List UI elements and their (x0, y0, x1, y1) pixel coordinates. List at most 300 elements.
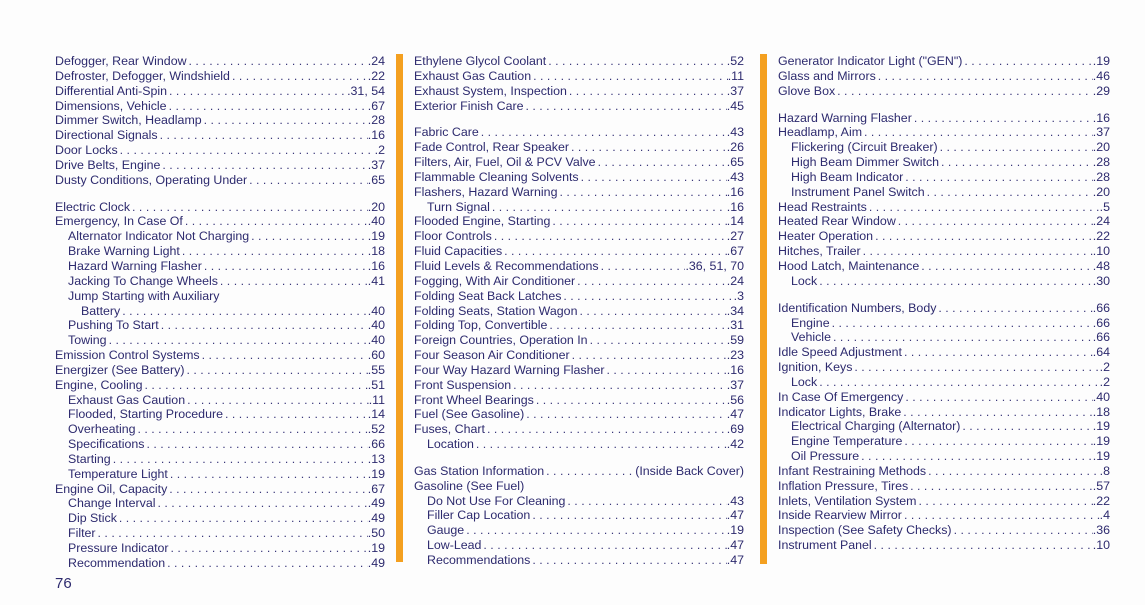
dot-leader (130, 200, 368, 215)
dot-leader (570, 348, 727, 363)
index-entry (778, 155, 1110, 170)
dot-leader (565, 494, 726, 509)
page-number: 76 (55, 575, 72, 592)
index-entry-page: .20 (1092, 184, 1110, 199)
index-entry-label: Gasoline (See Fuel) (414, 478, 525, 493)
dot-leader (492, 229, 727, 244)
index-entry (778, 54, 1110, 69)
index-entry-page: .65 (367, 172, 385, 187)
dot-leader (817, 375, 1099, 390)
index-entry (55, 541, 385, 556)
index-entry-label: Filler Cap Location (427, 508, 531, 523)
index-entry-label: Glass and Mirrors (778, 68, 876, 83)
dot-leader (202, 259, 368, 274)
index-entry-label: Engine, Cooling (55, 377, 143, 392)
index-entry-label: Brake Warning Light (68, 244, 180, 259)
dot-leader (485, 422, 727, 437)
index-entry-label: Battery (81, 303, 121, 318)
index-entry (778, 84, 1110, 99)
index-entry-label: Indicator Lights, Brake (778, 404, 902, 419)
index-entry (778, 419, 1110, 434)
index-entry-label: Alternator Indicator Not Charging (68, 229, 250, 244)
index-entry-page: .43 (726, 493, 744, 508)
index-entry-label: Filter (68, 526, 96, 541)
index-entry (778, 449, 1110, 464)
index-entry (55, 333, 385, 348)
index-entry (414, 54, 744, 69)
index-entry (414, 274, 744, 289)
index-entry (778, 523, 1110, 538)
index-entry-label: Four Season Air Conditioner (414, 348, 570, 363)
dot-leader (862, 125, 1093, 140)
index-entry-label: Inflation Pressure, Tires (778, 478, 909, 493)
index-entry (414, 553, 744, 568)
dot-leader (490, 200, 727, 215)
index-entry (55, 69, 385, 84)
index-entry (778, 316, 1110, 331)
dot-leader (180, 244, 368, 259)
index-entry-page: .43 (726, 125, 744, 140)
index-entry (55, 407, 385, 422)
index-entry-label: Specifications (68, 437, 145, 452)
index-entry-label: Instrument Panel Switch (791, 184, 925, 199)
index-entry-label: Engine Temperature (791, 434, 903, 449)
index-entry (778, 259, 1110, 274)
dot-leader (481, 538, 726, 553)
dot-leader (830, 316, 1093, 331)
index-entry-page: .47 (726, 553, 744, 567)
index-entry-label: Jump Starting with Auxiliary (68, 288, 220, 303)
index-entry-page: .10 (1092, 538, 1110, 553)
index-entry-page: .16 (367, 128, 385, 143)
index-entry (778, 479, 1110, 494)
dot-leader (960, 419, 1092, 434)
dot-leader (118, 143, 375, 158)
index-entry-page: .28 (1092, 169, 1110, 184)
dot-leader (577, 304, 726, 319)
dot-leader (120, 304, 368, 319)
index-entry (414, 259, 744, 274)
index-entry-label: Fuel (See Gasoline) (414, 407, 525, 422)
dot-leader (912, 111, 1093, 126)
index-entry (55, 128, 385, 143)
dot-leader (169, 541, 368, 556)
index-entry-page: .24 (367, 54, 385, 68)
dot-leader (155, 496, 367, 511)
dot-leader (218, 274, 368, 289)
index-entry (414, 407, 744, 422)
index-entry (778, 375, 1110, 390)
index-entry-page: .69 (726, 422, 744, 437)
index-entry-label: Lock (791, 374, 818, 389)
index-entry-label: Exhaust System, Inspection (414, 83, 567, 98)
index-entry (414, 464, 744, 479)
index-entry-label: Folding Seats, Station Wagon (414, 303, 578, 318)
dot-leader (187, 54, 368, 69)
index-entry-label: Front Suspension (414, 377, 512, 392)
dot-leader (249, 229, 368, 244)
index-entry-page: .36, 51, 70 (685, 258, 744, 273)
index-entry-label: Engine (791, 315, 830, 330)
dot-leader (167, 99, 368, 114)
index-entry (414, 244, 744, 259)
index-entry-page: .19 (1092, 434, 1110, 449)
index-entry-label: Flammable Cleaning Solvents (414, 169, 579, 184)
section-gap (778, 99, 1110, 111)
index-entry (778, 170, 1110, 185)
index-entry-label: Towing (68, 333, 107, 348)
index-entry-label: Filters, Air, Fuel, Oil & PCV Valve (414, 155, 596, 170)
dot-leader (183, 214, 368, 229)
index-entry (778, 301, 1110, 316)
index-entry (55, 173, 385, 188)
index-entry-page: .37 (367, 157, 385, 172)
index-entry (414, 140, 744, 155)
index-entry (414, 318, 744, 333)
index-entry-label: Fluid Capacities (414, 244, 503, 259)
index-entry-page: .18 (1092, 404, 1110, 419)
index-entry-page: .37 (1092, 125, 1110, 140)
index-entry-label: Defogger, Rear Window (55, 54, 187, 68)
index-entry-label: Infant Restraining Methods (778, 463, 927, 478)
index-entry-page: .22 (1092, 229, 1110, 244)
dot-leader (464, 523, 727, 538)
dot-leader (158, 128, 368, 143)
index-entry (55, 363, 385, 378)
index-entry-page: .3 (733, 288, 744, 303)
index-entry-label: Floor Controls (414, 229, 492, 244)
dot-leader (596, 155, 727, 170)
index-entry-label: Electrical Charging (Alternator) (791, 419, 961, 434)
index-entry (778, 405, 1110, 420)
dot-leader (159, 318, 368, 333)
column-divider-bar-2 (760, 54, 767, 564)
index-entry (55, 348, 385, 363)
dot-leader (96, 526, 368, 541)
index-entry (778, 125, 1110, 140)
index-entry-page: .43 (726, 169, 744, 184)
index-entry-page: .31 (726, 318, 744, 333)
index-entry-label: Inside Rearview Mirror (778, 508, 902, 523)
dot-leader (817, 274, 1093, 289)
index-entry-label: Dimensions, Vehicle (55, 98, 167, 113)
index-entry-page: .11 (368, 392, 385, 407)
section-gap (414, 113, 744, 125)
index-entry-page: .41 (367, 273, 385, 288)
index-entry-page: .67 (367, 481, 385, 496)
index-entry-label: Change Interval (68, 496, 156, 511)
index-entry-page: .66 (367, 437, 385, 452)
index-entry-page: .19 (726, 523, 744, 538)
index-entry (778, 111, 1110, 126)
index-entry-label: Emergency, In Case Of (55, 214, 183, 229)
index-entry-page: .51 (367, 377, 385, 392)
index-entry-label: Flooded Engine, Starting (414, 214, 551, 229)
section-gap (778, 289, 1110, 301)
index-entry-page: .5 (1099, 199, 1110, 214)
index-entry (414, 155, 744, 170)
index-entry (414, 363, 744, 378)
dot-leader (938, 140, 1093, 155)
index-entry-label: Ignition, Keys (778, 360, 853, 375)
dot-leader (185, 393, 369, 408)
dot-leader (962, 54, 1092, 69)
dot-leader (550, 214, 726, 229)
index-entry (55, 289, 385, 304)
dot-leader (873, 229, 1093, 244)
index-entry-page: .8 (1099, 463, 1110, 478)
index-entry-page: .30 (1092, 273, 1110, 288)
index-entry-page: .2 (1099, 360, 1110, 375)
index-entry-page: .59 (726, 333, 744, 348)
index-entry-page: .47 (726, 538, 744, 553)
index-entry-label: Heater Operation (778, 229, 874, 244)
index-entry-label: Four Way Hazard Warning Flasher (414, 362, 605, 377)
index-entry (414, 289, 744, 304)
index-entry-label: Inspection (See Safety Checks) (778, 523, 952, 538)
index-entry-label: Energizer (See Battery) (55, 362, 185, 377)
index-column-2 (414, 54, 744, 568)
dot-leader (835, 84, 1093, 99)
index-entry-page: .60 (367, 348, 385, 363)
index-entry (778, 464, 1110, 479)
index-entry-label: Exhaust Gas Caution (414, 68, 532, 83)
index-entry-label: Dip Stick (68, 511, 117, 526)
index-entry (55, 304, 385, 319)
index-entry-page: .19 (367, 541, 385, 555)
index-entry-page: .49 (367, 511, 385, 526)
dot-leader (852, 360, 1099, 375)
dot-leader (903, 390, 1092, 405)
index-entry-label: Fabric Care (414, 125, 479, 140)
dot-leader (107, 333, 368, 348)
index-entry (55, 158, 385, 173)
index-entry-label: Jacking To Change Wheels (68, 273, 218, 288)
index-entry (55, 452, 385, 467)
index-entry (778, 185, 1110, 200)
dot-leader (479, 125, 727, 140)
index-entry-page: .31, 54 (347, 83, 385, 98)
index-entry-page: .49 (367, 555, 385, 570)
index-entry (55, 54, 385, 69)
index-entry-label: Gauge (427, 523, 465, 538)
index-entry (414, 69, 744, 84)
index-entry (778, 494, 1110, 509)
index-column-3 (778, 54, 1110, 553)
index-entry (55, 214, 385, 229)
dot-leader (902, 508, 1100, 523)
index-entry-label: Fuses, Chart (414, 422, 485, 437)
index-entry-page: .37 (726, 377, 744, 392)
dot-leader (502, 244, 727, 259)
index-entry-label: Low-Lead (427, 538, 482, 553)
index-entry (778, 200, 1110, 215)
index-entry-label: Recommendations (427, 553, 531, 567)
index-entry-label: Vehicle (791, 330, 831, 345)
index-entry-page: .56 (726, 392, 744, 407)
dot-leader (557, 185, 726, 200)
index-entry-label: Headlamp, Aim (778, 125, 863, 140)
index-entry-label: Fade Control, Rear Speaker (414, 140, 569, 155)
index-entry (414, 229, 744, 244)
index-entry (55, 318, 385, 333)
dot-leader (200, 348, 368, 363)
index-entry-page: .42 (726, 437, 744, 452)
index-entry-page: .48 (1092, 258, 1110, 273)
index-entry (778, 538, 1110, 553)
index-entry (778, 360, 1110, 375)
index-entry-label: Exterior Finish Care (414, 98, 524, 113)
index-entry-label: Temperature Light (68, 466, 168, 481)
index-entry-label: Gas Station Information (414, 463, 545, 478)
index-entry-label: Starting (68, 451, 111, 466)
index-entry (55, 143, 385, 158)
index-entry (414, 99, 744, 114)
dot-leader (230, 69, 368, 84)
index-entry (414, 508, 744, 523)
index-entry (55, 244, 385, 259)
dot-leader (223, 407, 368, 422)
index-entry-page: .67 (367, 98, 385, 113)
dot-leader (902, 345, 1093, 360)
index-entry (778, 229, 1110, 244)
index-entry-label: Fluid Levels & Recommendations (414, 258, 599, 273)
dot-leader (247, 173, 368, 188)
index-entry-page: .24 (1092, 214, 1110, 229)
index-entry-page: .19 (1092, 54, 1110, 68)
index-entry (55, 467, 385, 482)
index-entry-page: .50 (367, 526, 385, 541)
index-entry-page: .10 (1092, 244, 1110, 259)
dot-leader (588, 333, 727, 348)
index-entry-page: .52 (367, 422, 385, 437)
dot-leader (530, 553, 726, 568)
index-entry-page: .27 (726, 229, 744, 244)
index-entry-page: .24 (726, 273, 744, 288)
dot-leader (160, 158, 367, 173)
dot-leader (831, 330, 1093, 345)
index-entry (55, 229, 385, 244)
dot-leader (575, 274, 727, 289)
dot-leader (567, 84, 727, 99)
index-entry-page: .65 (726, 155, 744, 170)
dot-leader (511, 378, 727, 393)
index-entry-label: Hazard Warning Flasher (68, 258, 202, 273)
index-entry-page: .26 (726, 140, 744, 155)
index-entry (414, 422, 744, 437)
dot-leader (902, 434, 1092, 449)
index-entry-label: Flooded, Starting Procedure (68, 407, 223, 422)
dot-leader (167, 84, 347, 99)
dot-leader (936, 301, 1092, 316)
dot-leader (599, 259, 686, 274)
index-entry-page: .49 (367, 496, 385, 511)
dot-leader (569, 140, 727, 155)
index-entry-page: .40 (367, 214, 385, 229)
dot-leader (544, 464, 635, 479)
index-entry-label: Generator Indicator Light ("GEN") (778, 54, 963, 68)
index-entry-page: .55 (367, 362, 385, 377)
index-entry-label: Differential Anti-Spin (55, 83, 168, 98)
index-entry (414, 494, 744, 509)
index-entry-label: Dusty Conditions, Operating Under (55, 172, 248, 187)
index-entry-page: .40 (367, 303, 385, 318)
index-entry-label: Folding Seat Back Latches (414, 288, 562, 303)
index-entry-page: .40 (1092, 389, 1110, 404)
index-entry-page: .28 (367, 113, 385, 128)
index-entry (414, 84, 744, 99)
dot-leader (876, 69, 1093, 84)
index-entry-label: Idle Speed Adjustment (778, 345, 902, 360)
index-entry-label: Hitches, Trailer (778, 244, 861, 259)
index-entry-page: .52 (726, 54, 744, 68)
dot-leader (202, 113, 368, 128)
dot-leader (561, 289, 733, 304)
index-entry-page: .13 (367, 451, 385, 466)
dot-leader (916, 494, 1092, 509)
index-entry (778, 69, 1110, 84)
index-entry-page: (Inside Back Cover) (635, 463, 744, 478)
index-entry (778, 274, 1110, 289)
dot-leader (925, 185, 1093, 200)
index-entry (778, 140, 1110, 155)
index-entry-label: Identification Numbers, Body (778, 300, 937, 315)
index-entry (414, 393, 744, 408)
dot-leader (474, 437, 727, 452)
dot-leader (184, 363, 367, 378)
index-entry (55, 393, 385, 408)
dot-leader (136, 422, 368, 437)
index-entry-label: Overheating (68, 422, 136, 437)
index-entry-label: Inlets, Ventilation System (778, 493, 917, 508)
index-entry-label: Foreign Countries, Operation In (414, 333, 588, 348)
index-entry (778, 508, 1110, 523)
index-entry-label: High Beam Dimmer Switch (791, 155, 940, 170)
index-entry-label: Recommendation (68, 555, 166, 570)
dot-leader (524, 407, 727, 422)
index-entry-page: .19 (1092, 419, 1110, 434)
index-entry (414, 523, 744, 538)
index-entry-label: Heated Rear Window (778, 214, 896, 229)
index-entry-label: Pressure Indicator (68, 541, 169, 555)
index-entry-label: In Case Of Emergency (778, 389, 904, 404)
index-entry-page: .20 (367, 199, 385, 214)
dot-leader (901, 405, 1092, 420)
index-entry-page: .19 (367, 229, 385, 244)
index-entry-page: .40 (367, 333, 385, 348)
dot-leader (939, 155, 1093, 170)
index-entry-page: .14 (726, 214, 744, 229)
index-entry (55, 496, 385, 511)
index-entry-label: Defroster, Defogger, Windshield (55, 68, 230, 83)
index-entry-label: Emission Control Systems (55, 348, 200, 363)
index-entry (414, 200, 744, 215)
index-entry-label: Instrument Panel (778, 538, 872, 553)
index-entry-page: .67 (726, 244, 744, 259)
dot-leader (896, 214, 1093, 229)
index-entry (55, 437, 385, 452)
index-entry-label: Ethylene Glycol Coolant (414, 54, 547, 68)
dot-leader (908, 479, 1093, 494)
index-entry-label: Flickering (Circuit Breaker) (791, 140, 938, 155)
index-entry-page: .45 (726, 98, 744, 113)
index-entry (778, 214, 1110, 229)
dot-leader (143, 378, 368, 393)
section-gap (414, 452, 744, 464)
dot-leader (919, 259, 1093, 274)
index-entry (55, 84, 385, 99)
index-entry-page: .22 (367, 68, 385, 83)
